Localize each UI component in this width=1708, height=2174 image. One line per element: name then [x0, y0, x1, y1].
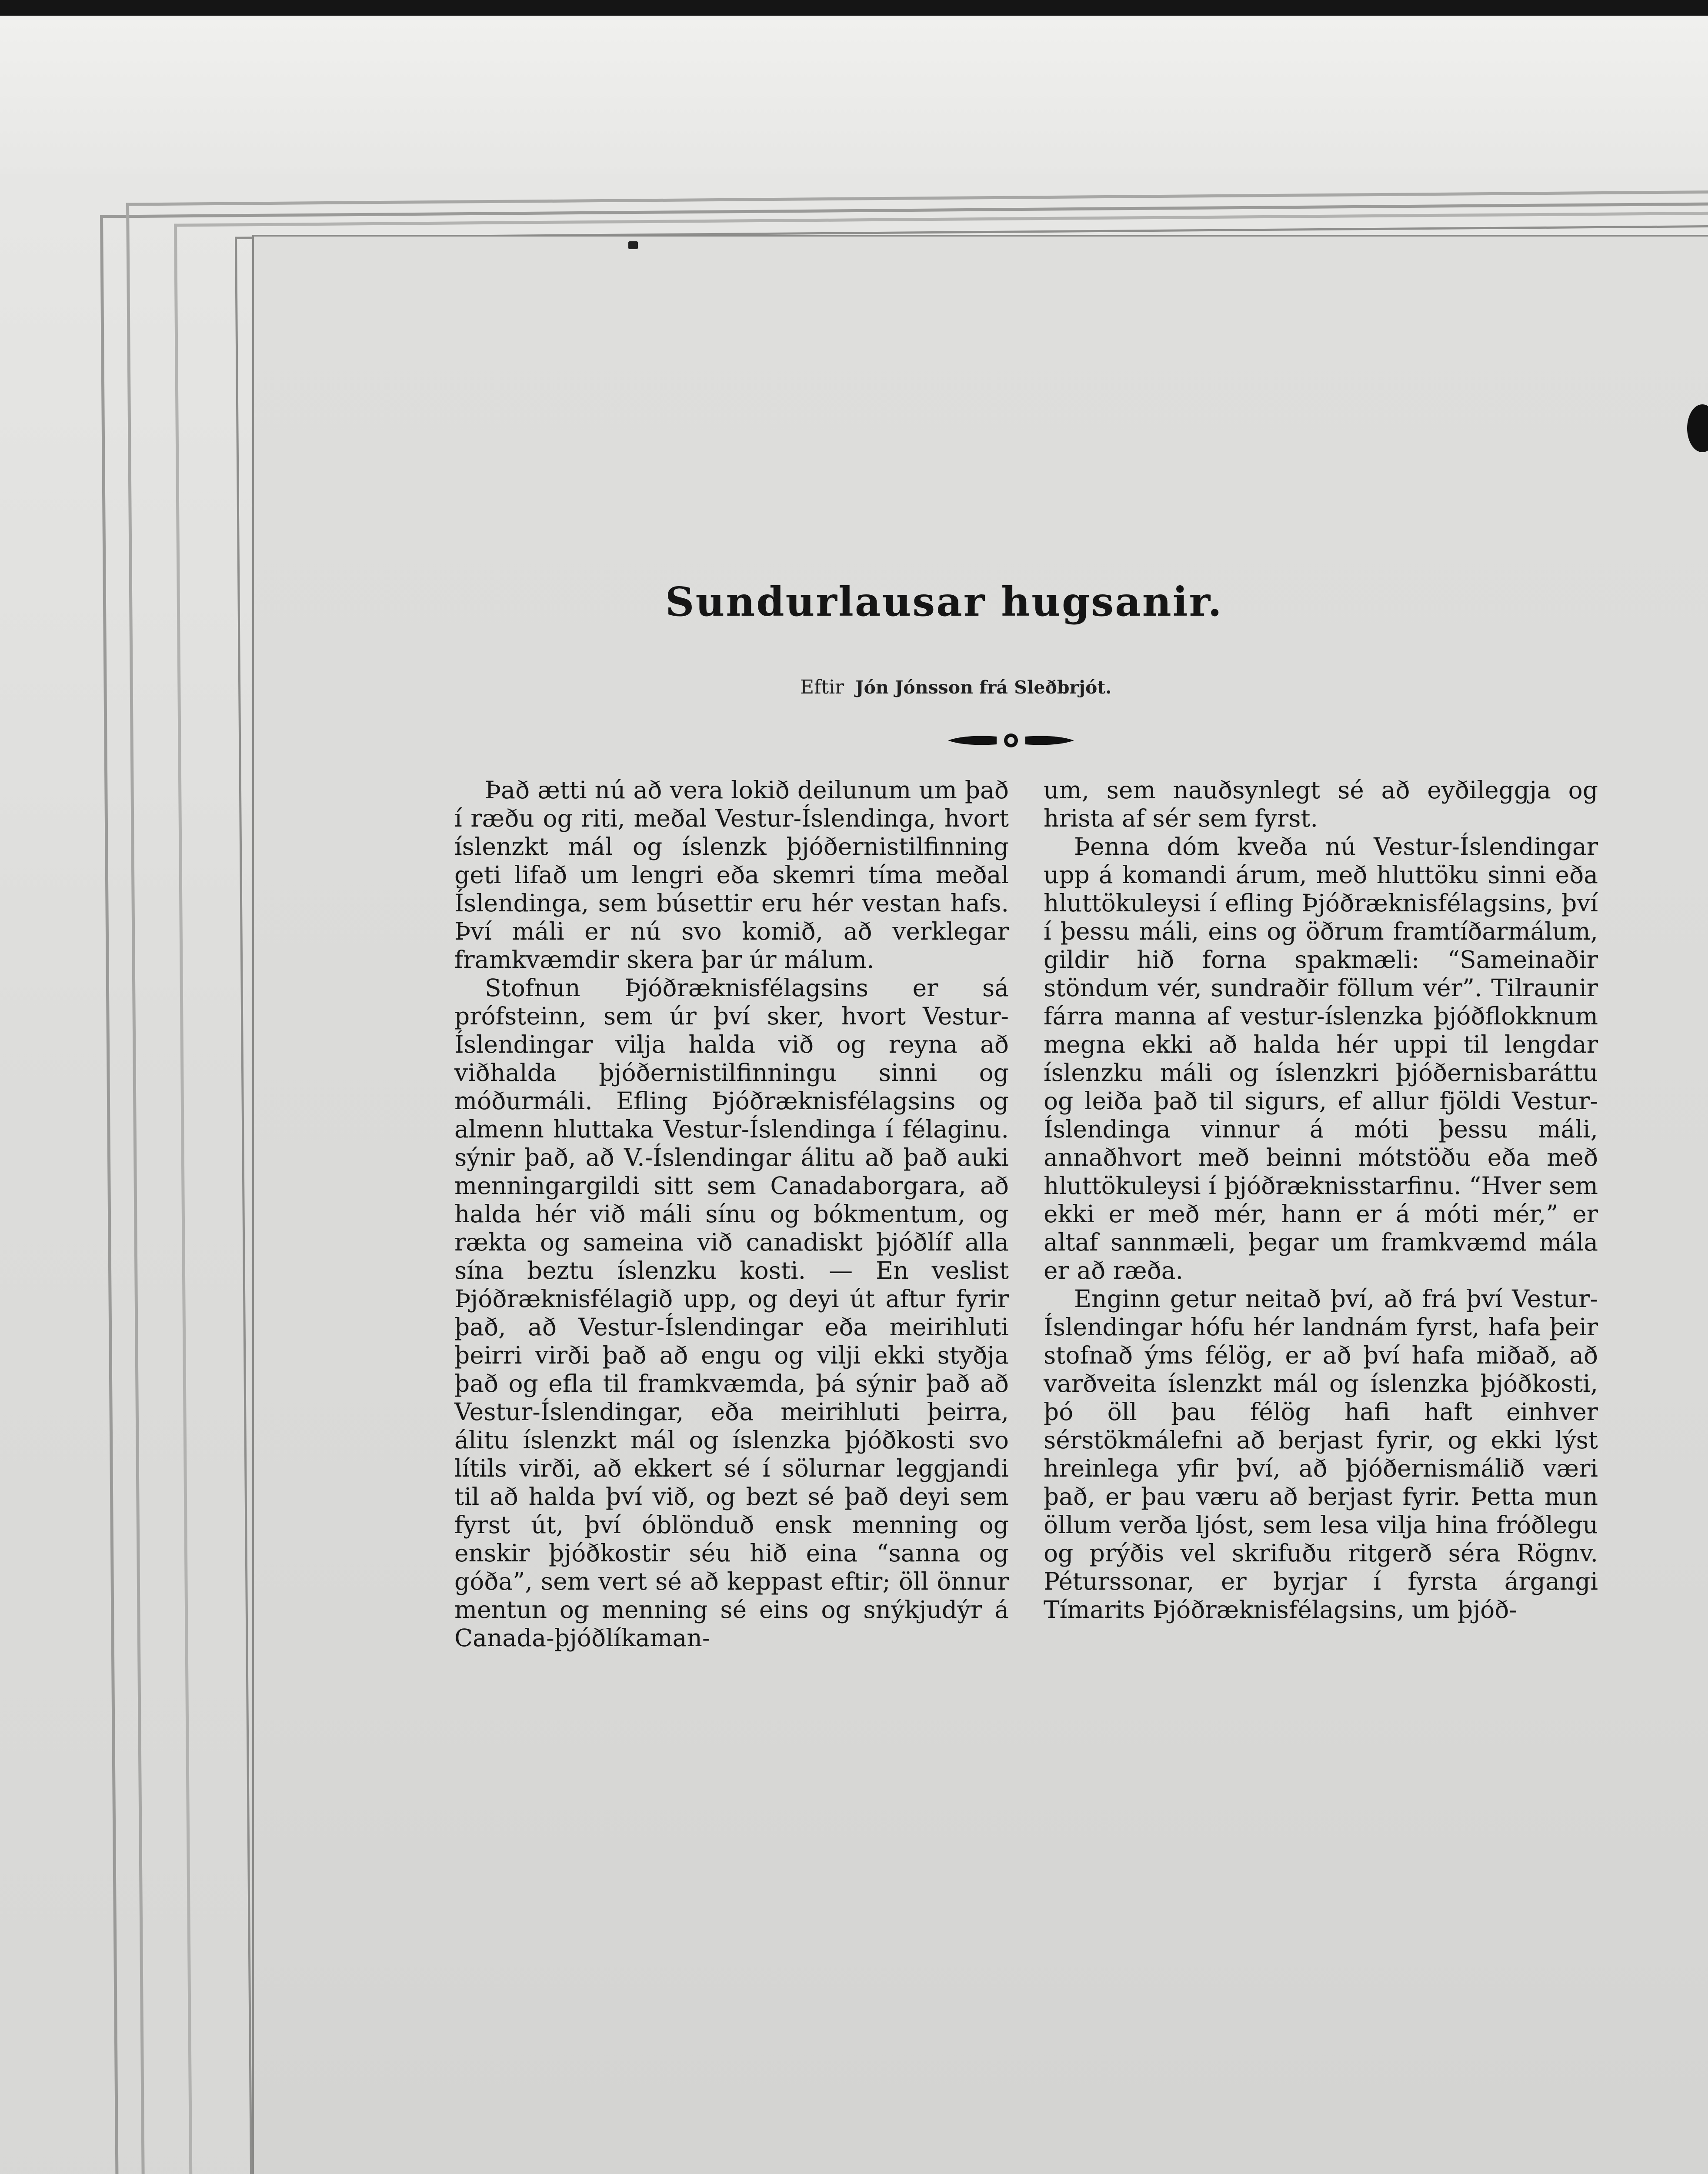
film-top-edge	[0, 0, 1708, 16]
byline-author: Jón Jónsson frá Sleðbrjót.	[855, 677, 1112, 698]
article-title: Sundurlausar hugsanir.	[665, 578, 1223, 625]
article-byline	[800, 676, 1322, 698]
paragraph: Það ætti nú að vera lokið deilunum um það í ræðu og riti, meðal Vestur-Íslendinga, hvort íslenzkt mál og íslenzk þjóðernistilfinning geti lifað um lengri eða skemri tíma meðal Íslendinga, sem búsettir eru hér vestan hafs. Því máli er nú svo komið, að verklegar framkvæmdir skera þar úr málum.	[454, 776, 1009, 974]
paragraph: Stofnun Þjóðræknisfélagsins er sá prófsteinn, sem úr því sker, hvort Vestur-Íslendingar vilja halda við og reyna að viðhalda þjóðernistilfinningu sinni og móðurmáli. Efling Þjóðræknisfélagsins og almenn hluttaka Vestur-Íslendinga í félaginu. sýnir það, að V.-Íslendingar álitu að það auki menningargildi sitt sem Canadaborgara, að halda hér við máli sínu og bókmentum, og rækta og sameina við canadiskt þjóðlíf alla sína beztu íslenzku kosti. — En veslist Þjóðræknisfélagið upp, og deyi út aftur fyrir það, að Vestur-Íslendingar eða meirihluti þeirri virði það að engu og vilji ekki styðja það og efla til framkvæmda, þá sýnir það að Vestur-Íslendingar, eða meirihluti þeirra, álitu íslenzkt mál og íslenzka þjóðkosti svo lítils virði, að ekkert sé í sölurnar leggjandi til að halda því við, og bezt sé það deyi sem fyrst út, því óblönduð ensk menning og enskir þjóðkostir séu hið eina “sanna og góða”, sem vert sé að keppast eftir; öll önnur mentun og menning sé eins og snýkjudýr á Canada-þjóðlíkaman-	[454, 974, 1009, 1652]
paragraph: um, sem nauðsynlegt sé að eyðileggja og hrista af sér sem fyrst.	[1044, 776, 1598, 832]
paragraph: Enginn getur neitað því, að frá því Vestur-Íslendingar hófu hér landnám fyrst, hafa þeir stofnað ýms félög, er að því hafa miðað, að varðveita íslenzkt mál og íslenzka þjóðkosti, þó öll þau félög hafi haft einhver sérstökmálefni að berjast fyrir, og ekki lýst hreinlega yfir því, að þjóðernismálið væri það, er þau væru að berjast fyrir. Þetta mun öllum verða ljóst, sem lesa vilja hina fróðlegu og prýðis vel skrifuðu ritgerð séra Rögnv. Péturssonar, er byrjar í fyrsta árgangi Tímarits Þjóðræknisfélagsins, um þjóð-	[1044, 1285, 1598, 1624]
column-right	[1044, 776, 1598, 1624]
dust-speck	[628, 241, 638, 249]
byline-prefix: Eftir	[800, 676, 844, 698]
paragraph: Þenna dóm kveða nú Vestur-Íslendingar upp á komandi árum, með hluttöku sinni eða hluttökuleysi í efling Þjóðræknisfélagsins, því í þessu máli, eins og öðrum framtíðarmálum, gildir hið forna spakmæli: “Sameinaðir stöndum vér, sundraðir föllum vér”. Tilraunir fárra manna af vestur-íslenzka þjóðflokknum megna ekki að halda hér uppi til lengdar íslenzku máli og íslenzkri þjóðernisbaráttu og leiða það til sigurs, ef allur fjöldi Vestur-Íslendinga vinnur á móti þessu máli, annaðhvort með beinni mótstöðu eða með hluttökuleysi í þjóðræknisstarfinu. “Hver sem ekki er með mér, hann er á móti mér,” er altaf sannmæli, þegar um framkvæmd mála er að ræða.	[1044, 833, 1598, 1284]
film-top-band	[0, 0, 1708, 174]
column-left	[454, 776, 1009, 1652]
ornament-divider	[948, 733, 1074, 748]
